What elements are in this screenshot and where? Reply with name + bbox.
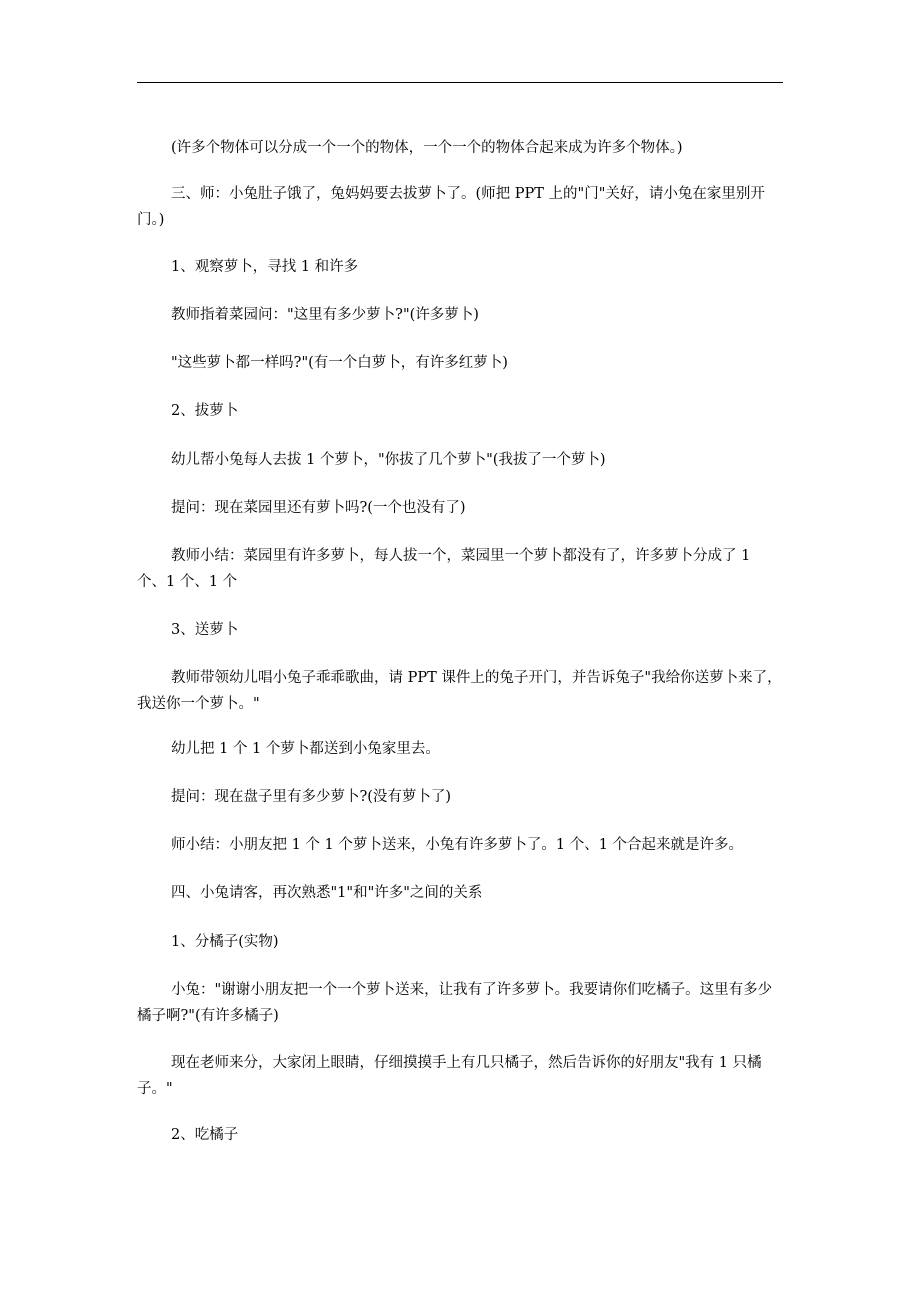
paragraph: 三、师：小兔肚子饿了，兔妈妈要去拔萝卜了。(师把 PPT 上的"门"关好，请小兔在家里别开门。): [137, 186, 765, 228]
paragraph: 1、观察萝卜，寻找 1 和许多: [171, 259, 359, 275]
paragraph: 幼儿帮小兔每人去拔 1 个萝卜，"你拔了几个萝卜"(我拔了一个萝卜): [171, 452, 606, 468]
paragraph: 幼儿把 1 个 1 个萝卜都送到小兔家里去。: [171, 741, 440, 757]
paragraph: 提问：现在菜园里还有萝卜吗?(一个也没有了): [171, 500, 466, 516]
paragraph: 四、小兔请客，再次熟悉"1"和"许多"之间的关系: [171, 885, 483, 901]
paragraph: 教师带领幼儿唱小兔子乖乖歌曲，请 PPT 课件上的兔子开门，并告诉兔子"我给你送萝卜来了，我送你一个萝卜。": [137, 670, 782, 712]
paragraph: 小兔："谢谢小朋友把一个一个萝卜送来，让我有了许多萝卜。我要请你们吃橘子。这里有多少橘子啊?"(有许多橘子): [137, 982, 773, 1024]
paragraph: 2、吃橘子: [171, 1127, 239, 1143]
paragraph: 3、送萝卜: [171, 622, 239, 638]
paragraph: 教师指着菜园问："这里有多少萝卜?"(许多萝卜): [171, 307, 479, 323]
paragraph: (许多个物体可以分成一个一个的物体，一个一个的物体合起来成为许多个物体。): [171, 140, 683, 156]
paragraph: 师小结：小朋友把 1 个 1 个萝卜送来，小兔有许多萝卜了。1 个、1 个合起来就是许多。: [171, 837, 744, 853]
paragraph: 教师小结：菜园里有许多萝卜，每人拔一个，菜园里一个萝卜都没有了，许多萝卜分成了 1 个、1 个、1 个: [137, 548, 751, 590]
paragraph: "这些萝卜都一样吗?"(有一个白萝卜，有许多红萝卜): [171, 355, 508, 371]
header-rule: [137, 82, 783, 83]
paragraph: 现在老师来分，大家闭上眼睛，仔细摸摸手上有几只橘子，然后告诉你的好朋友"我有 1 只橘子。": [137, 1055, 762, 1097]
paragraph: 1、分橘子(实物): [171, 934, 279, 950]
paragraph: 提问：现在盘子里有多少萝卜?(没有萝卜了): [171, 789, 452, 805]
paragraph: 2、拔萝卜: [171, 403, 239, 419]
